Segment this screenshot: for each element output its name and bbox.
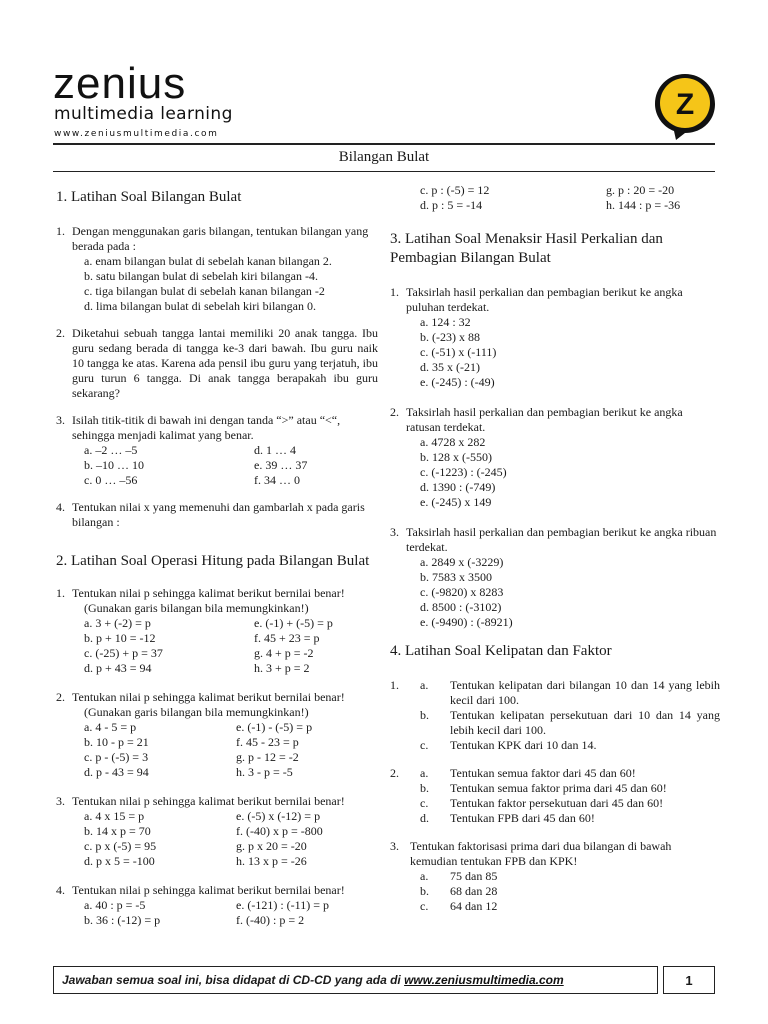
equation-item: c. p : (-5) = 12 [420,183,490,197]
equation-item: d. p x 5 = -100 [84,854,155,868]
sec4-problem-1 [390,678,720,753]
equation-item: a. 3 + (-2) = p [84,616,151,630]
problem-number: 4. [56,883,65,897]
comparison-item: e. 39 … 37 [254,458,308,472]
estimate-item: b. (-23) x 88 [420,330,480,344]
estimate-item: e. (-9490) : (-8921) [420,615,513,629]
problem-number: 3. [390,525,399,539]
item-letter: c. [420,899,429,913]
problem-text: Taksirlah hasil perkalian dan pembagian berikut ke angka ratusan terdekat. [406,405,683,434]
section-3-title: 3. Latihan Soal Menaksir Hasil Perkalian dan Pembagian Bilangan Bulat [390,231,663,266]
equation-item: e. (-5) x (-12) = p [236,809,321,823]
brand-name: zenius [53,59,187,108]
equation-item: a. 4 - 5 = p [84,720,137,734]
brand-tagline: multimedia learning [54,104,233,124]
problem-number: 2. [56,690,65,704]
sec4-problem-2 [390,766,720,826]
footer-note [53,966,658,994]
item-text: Tentukan faktor persekutuan dari 45 dan 60! [450,796,664,810]
comparison-item: b. –10 … 10 [84,458,144,472]
sec2-problem-1 [56,586,378,676]
item-letter: c. [420,738,429,752]
equation-item: d. p : 5 = -14 [420,198,483,212]
section-4-title: 4. Latihan Soal Kelipatan dan Faktor [390,643,612,659]
title-divider [53,171,715,172]
equation-item: d. p - 43 = 94 [84,765,149,779]
problem-text: Tentukan nilai x yang memenuhi dan gambarlah x pada garis bilangan : [72,500,365,529]
equation-item: d. p + 43 = 94 [84,661,152,675]
estimate-item: d. 1390 : (-749) [420,480,496,494]
item-text: Tentukan kelipatan dari bilangan 10 dan 14 yang lebih kecil dari 100. [450,678,720,707]
sec2-problem-2 [56,690,378,780]
item-text: 68 dan 28 [450,884,498,898]
sec2-problem-3 [56,794,378,869]
item-letter: a. [420,869,429,883]
problem-text: Tentukan nilai p sehingga kalimat berikut bernilai benar! [72,586,345,600]
problem-number: 2. [390,405,399,419]
sec1-p1-item: a. enam bilangan bulat di sebelah kanan bilangan 2. [84,254,332,268]
equation-item: a. 40 : p = -5 [84,898,146,912]
estimate-item: c. (-9820) x 8283 [420,585,504,599]
problem-number: 1. [56,586,65,600]
problem-note: (Gunakan garis bilangan bila memungkinkan!) [84,601,309,615]
problem-number: 2. [56,326,65,340]
sec1-p1-item: b. satu bilangan bulat di sebelah kiri bilangan -4. [84,269,318,283]
problem-text: Isilah titik-titik di bawah ini dengan tanda “>” atau “<“, sehingga menjadi kalimat yang benar. [72,413,341,442]
comparison-item: a. –2 … –5 [84,443,138,457]
right-column [390,181,720,914]
equation-item: h. 3 - p = -5 [236,765,293,779]
sec1-problem-2 [56,326,378,401]
section-1-title: 1. Latihan Soal Bilangan Bulat [56,189,242,205]
sec4-problem-3 [390,839,720,914]
problem-text: Tentukan nilai p sehingga kalimat berikut bernilai benar! [72,794,345,808]
estimate-item: e. (-245) : (-49) [420,375,495,389]
footer-note-text: Jawaban semua soal ini, bisa didapat di CD-CD yang ada di [62,973,405,987]
equation-item: e. (-1) - (-5) = p [236,720,313,734]
equation-item: b. 14 x p = 70 [84,824,151,838]
estimate-item: b. 7583 x 3500 [420,570,492,584]
problem-text: Tentukan nilai p sehingga kalimat berikut bernilai benar! [72,883,345,897]
document-title: Bilangan Bulat [338,149,430,165]
item-letter: a. [420,678,429,692]
item-letter: a. [420,766,429,780]
equation-item: c. p - (-5) = 3 [84,750,149,764]
item-text: Tentukan semua faktor prima dari 45 dan 60! [450,781,667,795]
item-letter: b. [420,708,429,722]
item-letter: b. [420,884,429,898]
sec1-p1-item: c. tiga bilangan bulat di sebelah kanan bilangan -2 [84,284,325,298]
equation-item: g. p - 12 = -2 [236,750,299,764]
sec2-p4-continued [390,183,720,213]
footer-link[interactable]: www.zeniusmultimedia.com [404,973,564,987]
problem-number: 3. [390,839,399,853]
equation-item: f. (-40) : p = 2 [236,913,305,927]
problem-number: 4. [56,500,65,514]
equation-item: f. (-40) x p = -800 [236,824,323,838]
equation-item: e. (-121) : (-11) = p [236,898,329,912]
equation-item: c. p x (-5) = 95 [84,839,157,853]
problem-number: 1. [390,285,399,299]
equation-item: h. 13 x p = -26 [236,854,307,868]
estimate-item: c. (-51) x (-111) [420,345,497,359]
comparison-item: c. 0 … –56 [84,473,138,487]
section-2-title: 2. Latihan Soal Operasi Hitung pada Bilangan Bulat [56,553,370,569]
equation-item: h. 3 + p = 2 [254,661,310,675]
sec1-problem-4 [56,500,378,530]
sec3-problem-2 [390,405,720,510]
header-divider [53,143,715,145]
item-letter: d. [420,811,429,825]
equation-item: g. 4 + p = -2 [254,646,314,660]
problem-text: Tentukan nilai p sehingga kalimat berikut bernilai benar! [72,690,345,704]
equation-item: a. 4 x 15 = p [84,809,145,823]
equation-item: f. 45 - 23 = p [236,735,299,749]
item-letter: c. [420,796,429,810]
page-header [53,59,715,150]
estimate-item: a. 124 : 32 [420,315,471,329]
sec1-p1-item: d. lima bilangan bulat di sebelah kiri bilangan 0. [84,299,316,313]
item-text: 64 dan 12 [450,899,498,913]
item-text: Tentukan KPK dari 10 dan 14. [450,738,597,752]
item-text: Tentukan kelipatan persekutuan dari 10 dan 14 yang lebih kecil dari 100. [450,708,720,737]
zenius-logo-icon [652,71,718,141]
problem-number: 3. [56,794,65,808]
equation-item: g. p x 20 = -20 [236,839,307,853]
problem-note: (Gunakan garis bilangan bila memungkinkan!) [84,705,309,719]
problem-number: 1. [390,678,399,692]
sec1-problem-3 [56,413,378,488]
logo-letter: Z [675,88,695,121]
problem-number: 2. [390,766,399,780]
problem-text: Tentukan faktorisasi prima dari dua bilangan di bawah kemudian tentukan FPB dan KPK! [410,839,672,868]
problem-number: 1. [56,224,65,238]
item-text: Tentukan semua faktor dari 45 dan 60! [450,766,636,780]
brand-url[interactable]: www.zeniusmultimedia.com [54,129,219,139]
estimate-item: d. 35 x (-21) [420,360,480,374]
equation-item: b. 36 : (-12) = p [84,913,161,927]
estimate-item: c. (-1223) : (-245) [420,465,507,479]
sec1-problem-1 [56,224,378,314]
equation-item: b. 10 - p = 21 [84,735,149,749]
sec3-problem-3 [390,525,720,630]
comparison-item: d. 1 … 4 [254,443,296,457]
item-text: 75 dan 85 [450,869,498,883]
left-column [56,181,378,928]
problem-number: 3. [56,413,65,427]
equation-item: g. p : 20 = -20 [606,183,675,197]
equation-item: h. 144 : p = -36 [606,198,681,212]
sec2-problem-4 [56,883,378,928]
item-letter: b. [420,781,429,795]
estimate-item: d. 8500 : (-3102) [420,600,502,614]
equation-item: f. 45 + 23 = p [254,631,320,645]
problem-text: Taksirlah hasil perkalian dan pembagian berikut ke angka ribuan terdekat. [406,525,717,554]
equation-item: c. (-25) + p = 37 [84,646,163,660]
page-footer [53,966,715,994]
problem-text: Dengan menggunakan garis bilangan, tentukan bilangan yang berada pada : [72,224,369,253]
page-number: 1 [663,966,715,994]
equation-item: b. p + 10 = -12 [84,631,156,645]
estimate-item: b. 128 x (-550) [420,450,492,464]
comparison-item: f. 34 … 0 [254,473,300,487]
equation-item: e. (-1) + (-5) = p [254,616,333,630]
problem-text: Taksirlah hasil perkalian dan pembagian berikut ke angka puluhan terdekat. [406,285,683,314]
sec3-problem-1 [390,285,720,390]
estimate-item: a. 2849 x (-3229) [420,555,504,569]
estimate-item: a. 4728 x 282 [420,435,486,449]
item-text: Tentukan FPB dari 45 dan 60! [450,811,595,825]
problem-text: Diketahui sebuah tangga lantai memiliki 20 anak tangga. Ibu guru sedang berada di tangga ke-3 dari bawah. Ibu guru naik 10 tangga ke atas. Karena ada pensil ibu guru yang terjatuh, ibu guru turun 6 tangga. Di anak tangga berapakah ibu guru sekarang? [72,326,378,400]
estimate-item: e. (-245) x 149 [420,495,492,509]
